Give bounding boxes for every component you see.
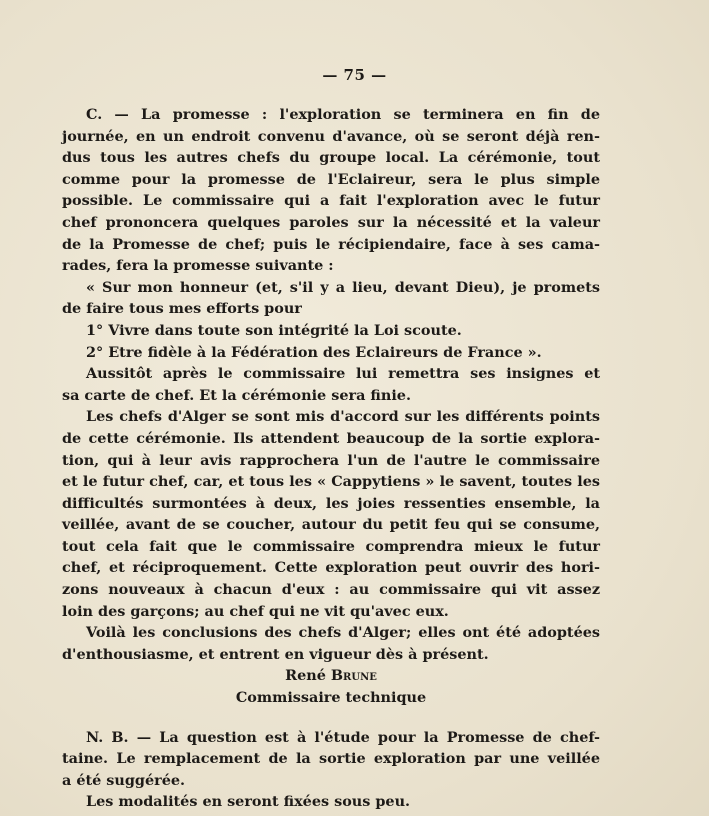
text-line: et le futur chef, car, et tous les « Cappytiens » le savent, toutes les xyxy=(62,473,600,491)
signature-last-name: Brune xyxy=(330,667,377,685)
text-line: difficultés surmontées à deux, les joies ressenties ensemble, la xyxy=(62,494,600,512)
paragraph-aussitot xyxy=(62,363,600,406)
text-line: d'enthousiasme, et entrent en vigueur dès à présent. xyxy=(62,645,489,663)
signature-role: Commissaire technique xyxy=(235,689,427,707)
text-line: dus tous les autres chefs du groupe local. La cérémonie, tout xyxy=(62,149,600,167)
text-line: taine. Le remplacement de la sortie exploration par une veillée xyxy=(62,750,600,768)
text-line: journée, en un endroit convenu d'avance, où se seront déjà ren- xyxy=(62,127,600,145)
text-line: tion, qui à leur avis rapprochera l'un de l'autre le commissaire xyxy=(62,451,600,469)
paragraph-nb xyxy=(62,727,600,813)
text-line: Voilà les conclusions des chefs d'Alger; elles ont été adoptées xyxy=(86,624,600,642)
spacer xyxy=(62,709,600,727)
text-line: rades, fera la promesse suivante : xyxy=(62,257,334,275)
oath-item-2: 2° Etre fidèle à la Fédération des Eclaireurs de France ». xyxy=(86,343,542,361)
oath-line: de faire tous mes efforts pour xyxy=(62,300,302,318)
text-line: sa carte de chef. Et la cérémonie sera finie. xyxy=(62,386,411,404)
text-line: N. B. — La question est à l'étude pour la Promesse de chef- xyxy=(86,728,600,746)
text-line: possible. Le commissaire qui a fait l'exploration avec le futur xyxy=(62,192,600,210)
text-line: chef, et réciproquement. Cette exploration peut ouvrir des hori- xyxy=(62,559,600,577)
page-number: — 75 — xyxy=(322,66,387,84)
text-line: veillée, avant de se coucher, autour du petit feu qui se consume, xyxy=(62,516,600,534)
oath-line: « Sur mon honneur (et, s'il y a lieu, devant Dieu), je promets xyxy=(86,278,600,296)
text-line: comme pour la promesse de l'Eclaireur, sera le plus simple xyxy=(62,170,600,188)
text-line: Les chefs d'Alger se sont mis d'accord sur les différents points xyxy=(86,408,600,426)
text-line: de cette cérémonie. Ils attendent beaucoup de la sortie explora- xyxy=(62,429,600,447)
text-line: zons nouveaux à chacun d'eux : au commissaire qui vit assez xyxy=(62,581,600,599)
text-line: de la Promesse de chef; puis le récipiendaire, face à ses cama- xyxy=(62,235,600,253)
signature-name xyxy=(62,665,600,687)
paragraph-alger xyxy=(62,406,600,622)
paragraph-conclusions xyxy=(62,622,600,665)
text-line: C. — La promesse : l'exploration se terminera en fin de xyxy=(86,106,600,123)
text-line: a été suggérée. xyxy=(62,771,186,789)
text-line: Les modalités en seront fixées sous peu. xyxy=(86,793,411,811)
text-line: tout cela fait que le commissaire comprendra mieux le futur xyxy=(62,537,600,555)
text-line: Aussitôt après le commissaire lui remettra ses insignes et xyxy=(86,365,600,383)
paragraph-promesse xyxy=(62,104,600,363)
oath-item-1: 1° Vivre dans toute son intégrité la Loi scoute. xyxy=(86,321,462,339)
signature-first-name: René xyxy=(285,667,326,685)
signature xyxy=(62,665,600,708)
body-text xyxy=(62,104,600,813)
text-line: loin des garçons; au chef qui ne vit qu'avec eux. xyxy=(62,602,449,620)
text-line: chef prononcera quelques paroles sur la nécessité et la valeur xyxy=(62,213,600,231)
